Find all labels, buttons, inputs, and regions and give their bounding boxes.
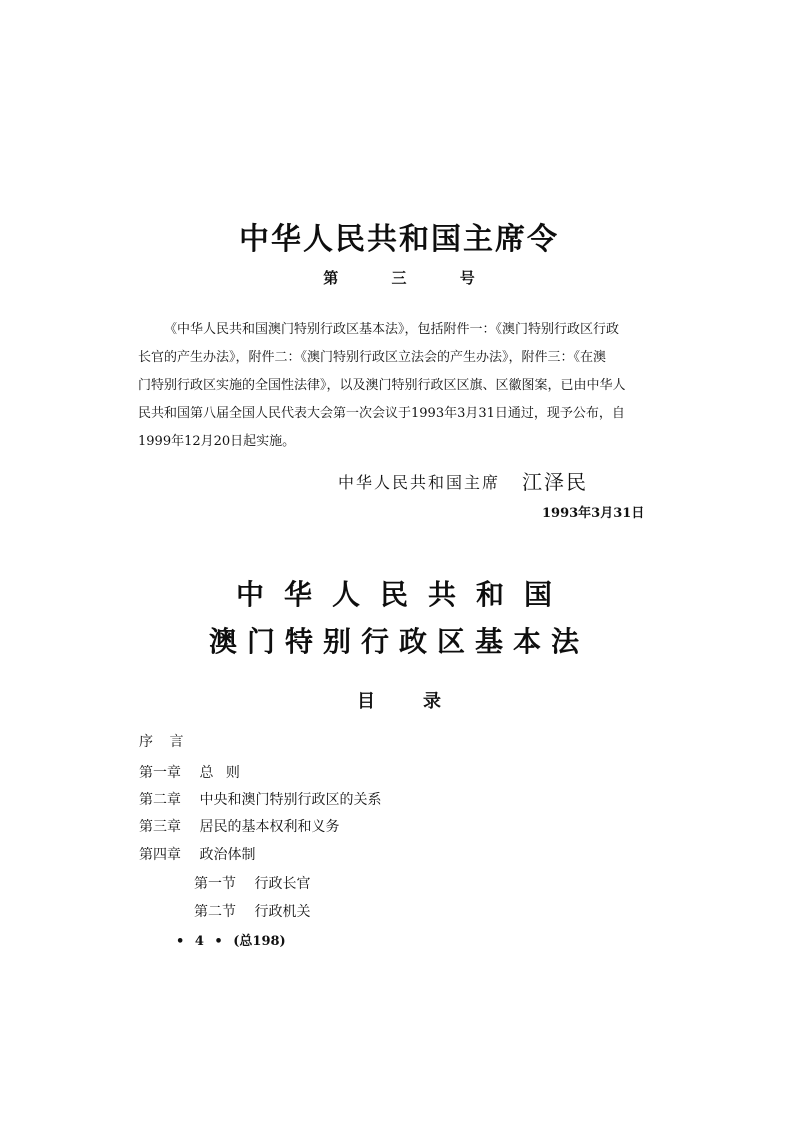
toc-item <box>194 873 310 893</box>
signer-title: 中华人民共和国主席 <box>338 473 501 492</box>
toc-item <box>194 901 310 921</box>
toc-item <box>139 844 255 864</box>
toc-item-title: 行政机关 <box>254 904 311 920</box>
toc-item <box>139 762 244 782</box>
bullet-dot-icon: • <box>176 934 185 949</box>
page-total: (总198) <box>233 934 286 949</box>
toc-item-title: 政治体制 <box>199 847 256 863</box>
toc-item-title: 中央和澳门特别行政区的关系 <box>199 792 382 808</box>
order-body <box>138 316 665 456</box>
toc-item-label: 序 言 <box>139 734 190 750</box>
toc-item-label: 第一节 <box>194 876 236 892</box>
law-title-line2: 澳门特别行政区基本法 <box>208 625 589 658</box>
law-title-line1: 中华人民共和国 <box>235 578 572 611</box>
toc-item-title: 居民的基本权利和义务 <box>199 819 340 835</box>
order-body-line: 1999年12月20日起实施。 <box>138 434 296 449</box>
toc-item-label: 第二章 <box>139 792 181 808</box>
toc-heading: 目录 <box>357 691 489 712</box>
toc-item <box>139 789 381 809</box>
toc-item <box>139 816 339 836</box>
order-number: 第 三 号 <box>323 269 499 287</box>
order-body-line: 门特别行政区实施的全国性法律》，以及澳门特别行政区区旗、区徽图案，已由中华人 <box>138 378 626 393</box>
order-title: 中华人民共和国主席令 <box>239 222 559 257</box>
toc-item-title: 总 则 <box>199 765 244 781</box>
signature-date: 1993年3月31日 <box>542 506 645 521</box>
toc-item-label: 第三章 <box>139 819 181 835</box>
toc-item-label: 第二节 <box>194 904 236 920</box>
order-body-line: 长官的产生办法》，附件二：《澳门特别行政区立法会的产生办法》，附件三：《在澳 <box>138 350 607 365</box>
order-body-line: 民共和国第八届全国人民代表大会第一次会议于1993年3月31日通过，现予公布，自 <box>138 406 625 421</box>
page-number: 4 <box>194 934 204 949</box>
order-body-line: 《中华人民共和国澳门特别行政区基本法》，包括附件一：《澳门特别行政区行政 <box>164 322 620 337</box>
signer-name: 江泽民 <box>522 470 588 494</box>
page-footer <box>170 930 286 949</box>
toc-item <box>139 731 189 751</box>
bullet-dot-icon: • <box>214 934 223 949</box>
toc-item-title: 行政长官 <box>254 876 311 892</box>
toc-item-label: 第一章 <box>139 765 181 781</box>
toc-item-label: 第四章 <box>139 847 181 863</box>
